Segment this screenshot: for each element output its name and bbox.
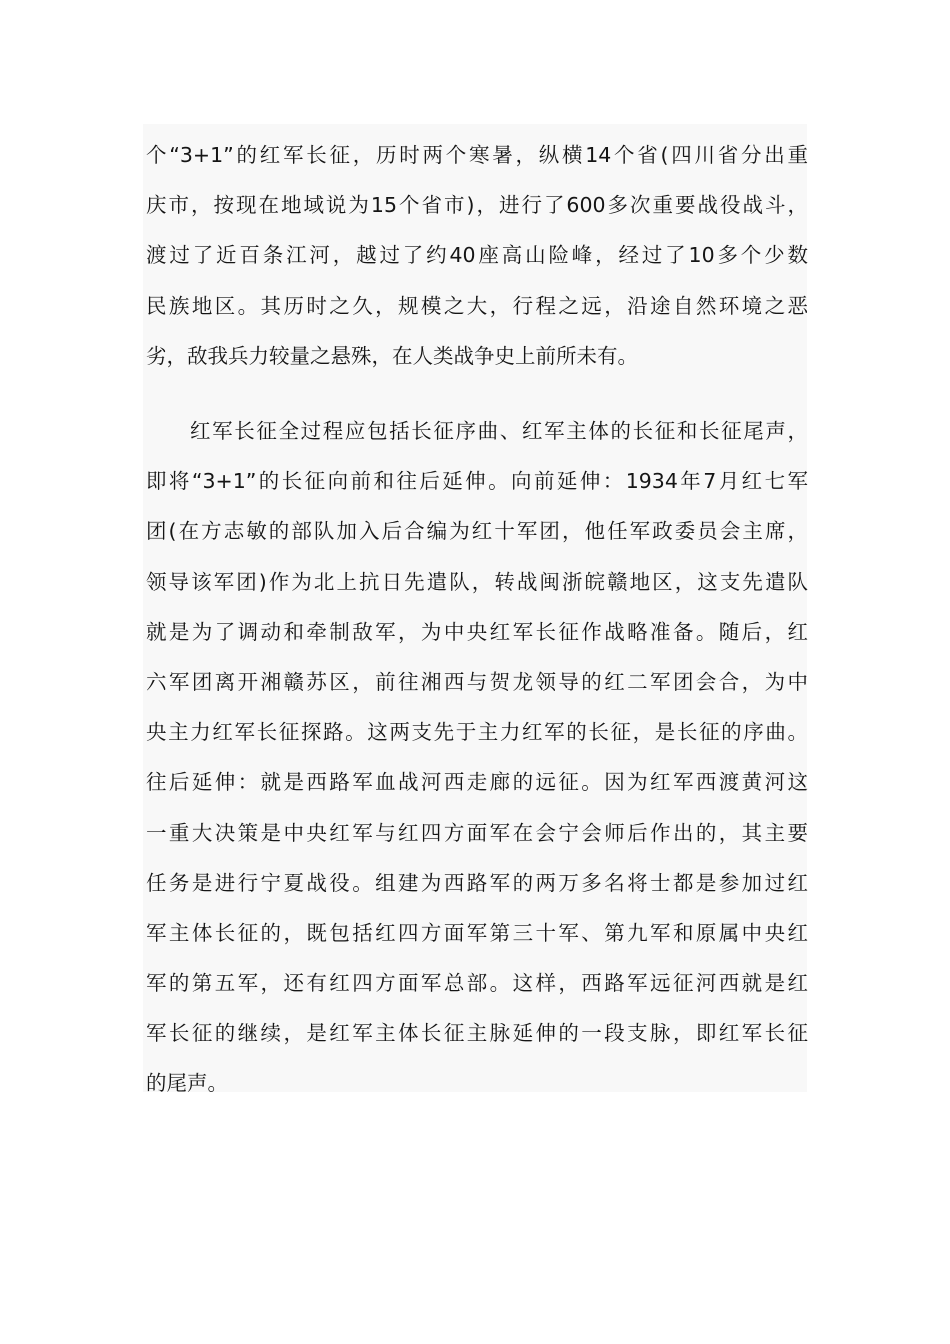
paragraph-2 <box>146 406 808 1109</box>
paragraph-line: 军长征的继续，是红军主体长征主脉延伸的一段支脉，即红军长征 <box>146 1021 808 1046</box>
paragraph-line: 六军团离开湘赣苏区，前往湘西与贺龙领导的红二军团会合，为中 <box>146 669 808 694</box>
paragraph-line: 红军长征全过程应包括长征序曲、红军主体的长征和长征尾声， <box>190 419 808 443</box>
paragraph-line: 往后延伸：就是西路军血战河西走廊的远征。因为红军西渡黄河这 <box>146 770 808 795</box>
paragraph-line: 央主力红军长征探路。这两支先于主力红军的长征，是长征的序曲。 <box>146 720 808 745</box>
paragraph-line: 渡过了近百条江河，越过了约40座高山险峰，经过了10多个少数 <box>146 243 808 268</box>
paragraph-line: 任务是进行宁夏战役。组建为西路军的两万多名将士都是参加过红 <box>146 870 808 895</box>
paragraph-line: 一重大决策是中央红军与红四方面军在会宁会师后作出的，其主要 <box>146 820 808 845</box>
paragraph-line: 军的第五军，还有红四方面军总部。这样，西路军远征河西就是红 <box>146 971 808 996</box>
paragraph-line: 团(在方志敏的部队加入后合编为红十军团，他任军政委员会主席， <box>146 519 808 544</box>
paragraph-line: 就是为了调动和牵制敌军，为中央红军长征作战略准备。随后，红 <box>146 619 808 644</box>
paragraph-line: 领导该军团)作为北上抗日先遣队，转战闽浙皖赣地区，这支先遣队 <box>146 569 808 594</box>
paragraph-line: 庆市，按现在地域说为15个省市)，进行了600多次重要战役战斗， <box>146 193 808 218</box>
paragraph-line: 民族地区。其历时之久，规模之大，行程之远，沿途自然环境之恶 <box>146 293 808 318</box>
paragraph-line: 的尾声。 <box>146 1071 228 1096</box>
paragraph-line: 即将“3+1”的长征向前和往后延伸。向前延伸：1934年7月红七军 <box>146 469 808 494</box>
text-block <box>143 124 808 1096</box>
paragraph-line: 军主体长征的，既包括红四方面军第三十军、第九军和原属中央红 <box>146 920 808 945</box>
paragraph-line: 劣，敌我兵力较量之悬殊，在人类战争史上前所未有。 <box>146 343 638 368</box>
paragraph-line: 个“3+1”的红军长征，历时两个寒暑，纵横14个省(四川省分出重 <box>146 143 808 167</box>
paragraph-1 <box>146 130 808 381</box>
